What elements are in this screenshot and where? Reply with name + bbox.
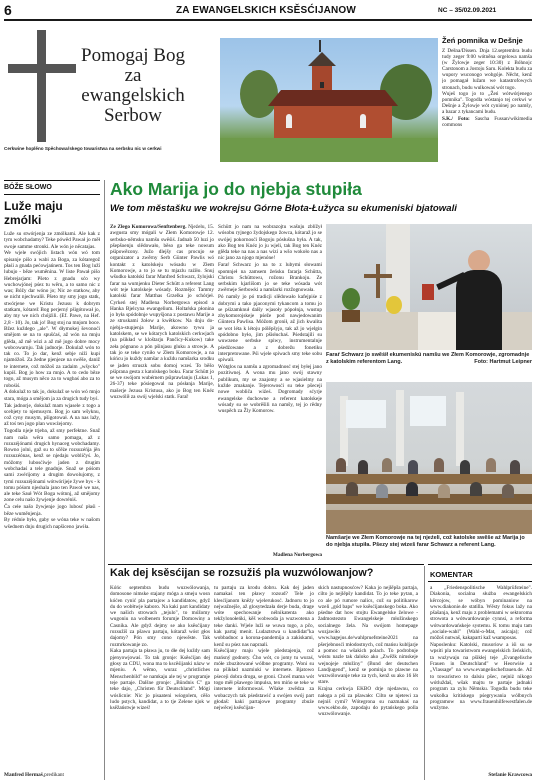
column-author: Manfred Hermaš,predikant	[4, 772, 64, 778]
caption-congregation: Namšarje we Złem Komorowje na tej njeźeli, což katolske swěše aź Marija jo do njebja stupiła. Pšezy stej wizeš farar Schwarz a referent Lang.	[326, 535, 525, 548]
sidebar-news	[442, 36, 532, 166]
column-divider	[104, 180, 105, 780]
komentar-label: KOMENTAR	[430, 570, 473, 579]
logo-block	[4, 24, 216, 162]
komentar-body: a „Friedenspolitische Wahlprüfsteine". Diakonia, socialna służba ewangelskich kěrcojow, se wóbyn pominaniow na www.diakonie.de statilla. Wěsty fokus lažy na pšašanja, kenž maju z problemami w sektoroma strowota a wótwardowanje cynnsi, a reforma wótwardowańskeje systemu. K tomu maju tam „sociale-wahl" (Wahl-o-Mat, asicaja); což móžoš nutwaš, kakaparti kaž wsamposas. Naposlenku: Katolski, musoriow a iśi su se wpsiti pla towaristwom ewangelskich žeńskich, ta wużywaju na pšikłej teje „Evangelische Frauen in Deutschland" w Heorwiśe a „Vlassage" na www.evangelischefrauen.de. Až to towaristwo to dalsiu pšec, nejniż nikogo wótluždaš, wšak majtu te partaje jadnaki program za zylu Němsku. Togodla budu teke wukolka kritiskego pśegrywania wólbnych programow na www.frauenhilfewestfalen.de wužytne.	[430, 585, 532, 712]
issue-number: NC – 35/02.09.2021	[438, 7, 497, 14]
page-number: 6	[4, 2, 12, 18]
page-header-title: ZA EWANGELSKICH KSĚSĆIJANOW	[176, 5, 357, 16]
column-label: BÓŽE SŁOWO	[4, 184, 52, 191]
komentar-top-rule	[428, 564, 532, 565]
priest-photo	[326, 224, 532, 350]
logo-subtitle: Cerkwine hoplěno Spěchowaŕskego towaristwa na serbsku nic w cerkwi	[4, 146, 162, 151]
second-article-col-1: Kóńc septembra budu wuzwólowanja, domosone nimske stajany móga a smeju wosn kóćen cynić pla partajow a kandidatow, gdyž du do wobłtwje kaboro. Na kaki part kandidaty we našich strowach „tejulo", to móžomy wugoniu na wolbenem forumje Domowiny a Casnika. Ale gdyž dejmy se ako ksěsćijany rozsužiš za pšawu partaju, kótaraž wóst głos dajomy? Pón smy cono njewěste. Tak rozmrkowanje zo. Kaka partaja ta pława ju, to dłe dej kuždy sam pjenyowjowaś. To tak gronje: Ksěsćijan dej głosy za CDU, wona ma to kscěśijanki názw w mjeniu. A wěmo, wuraz „christliches Menschenbild" se namkaju ale tej w programje teje partaje. Dalšne gronje: „Bündnis C" ga teke dajo, „Christen für Deutschland". Mógi wóslicnie: Nic jo pisaateni wśogolem, cěšo ludo pstych, kandidat, a to tje Zelene njok w ksěžaństwje wiześ!	[110, 585, 210, 712]
column-label-rule	[4, 194, 100, 195]
logo-line-3: ewangelskich	[81, 85, 185, 106]
sidebar-news-body: Z Dešna/Dissen. Dnja 12.septembra budu tudy zeger 9:00 wótněna orgelowa namša (w Žylowje zeger 10:30) z Bóhnojc Carstonom a Jostoju Saru. Kolekta budu za wupory wuconogo wobgóje. Něcht, kenž jo pomagał lužam we katastrofowych stronach, budu wulkowaś wót togo. Wuješ togo jo to „Žeń wótwórjenego pomnika". Togodla wóstanjo tej cerkwi w Dešnje a Žylowje wót cyniónej po namšy, a bazar z tykancami budu. S.K./ Foto: Sascha Fussan/wikimedia commons	[442, 48, 532, 129]
komentar-label-rule	[428, 581, 532, 582]
second-article-headline: Kak dej ksěsćijan se rozsužiś pla wuzwólowanjow?	[110, 567, 374, 579]
article-col-1: Ze Złego Komorowa/Senftenberg. Njeźelu, 15. awgusta smy mógali w Złem Komorowje 12. serbsko-němsku namšu swěśiś. Jadnab 50 luzi jo pšepšoenju slědowało, běso ga teke nowum pśipowězony. Južo dlejšy cas procujo se organizator a zwěrny Serb Günter Pawlis wó kontakt z katolskeju wósadu w Złem Komorowje, a to jo se tu mjazlu raźiło. Snuj wšudko katolski farar Manfred Schwarz, žylojski farar na wumjenku Dieter Schütt a referent Lang wót teje katolskeje wósady. Rozmějo: Tammy katolski farar Matthas Grzelka jo schórjeł. Cyrkeń stej Madlena Norbergowa episod a Hanka Bjelcyna ewangelium. Holtaŕska płonina jo była spódobnje wupyšjona z postawu Marije a ze struskami žołow a kwětkow. Na dnju do-njebja-stupjenja Marije, akowno tywu ja katolskem, se we kótarych katolskich cerkwjach (na pśikład w kloštarju Pančicy-Kukow) take zeła pógnano a pón pšinjasu gluku a strowje. A tak jo se teke cyniło w Złem Komorowje, a na kóńcu jo kuždy namšar a kuždu namšarka srodku se jaden struszk sobu domoj wześ. To běšo pśiprana gesta z katolskego boku. Farar Schütt jo se we swójom wubérnem pśiprawlanju (Lukas 1, 26-37) teke pósiegowal na pósłanja Marije, mašerje Jezusa Kristusa, ako jo Bog ten Knéz wuzwólił za swój wjelski statk. Farař	[110, 224, 214, 401]
komentar-author: Stefanie Krawcowa	[488, 772, 532, 778]
komentar-divider	[424, 566, 425, 780]
church-photo	[220, 38, 438, 162]
column-body: Luže su stwórjenja ze zmólkami. Ale kak z tym wobchadamy? Teke pówěd Pawał jo měł swoje samme stronki. Ale wón je něcatajas. We wjele swójich listach wón wó tom spisanje pišo a wabi za Boga, za kótaregož płaśi a gnada pećowjańnem. Tos ten Bog luží lubujo - běze wuměnina. W liste Pawał pišo Hebrejarjam: Pšeto z gnadu sćo wy wuchowjónej pśez tu wěru, a to samo nic z was; Bóžy dar wóno jo; Nic ze statkow, aby se nicht njechwalił. Pšeto my smy jogo statk, stwórjene we Kristu Jezusu k dobrym statkam, kótarež Bog perjerný pšigótował jo, aby my we nich chójźili. (Ef. Pawe, na Hef. 2,8 - 10). Jo, tak jo! Bog stoj na mnjom boce. Bžez kuždego „ale". W dłymokej ševonoći smějom se na to spušćaś, až wón na mnju glěda, až mě wizi a až mě jogo dobre mocy wobcowarnju. Tak jadnorje. Dokulaž wón to tak co. To jo dar, kenž sebje niži kupi njamóžoš. Za žedne pjenjeze na swěše, daniž te internete, což móžoš za zadaim „wšycko" kupiš. Bog jo how za mnjo. A to cedo běze togo, až musym něco za to wugbaś abo za to robośiś. A dokulaž to tak jo, dokulaž se wón wó mnjo stara, móga a smějom ja za drugich tudy byś. Tak jadnorje, dokulaž mam wjasele z togo a scebjety to njemusym. Bog jo sam wšyknu, což cyny musym, pšigotował. A na nas lažy, až toś ten jogo plan wuwźejomy. Togodla njeje trjeba, až smy perfektne. Snaž nam naša wěra samo pomaga, až z rozuzéjónami drugich hynaceg wobchadamy. Rowno jolni, gaž su to sčěże rozsuzéńja jěn rozsuzéónas, kenž se njedaju wobličyś. Jo, móžomy lubosćiwje jaden z drugim wobchadaś a tele gnadnje. Snaž se póśom sami zwérijomy a drugim dowolujomy, z tymi rozsuzéjónami wótwórijeje žywe bys - k tomu póśom njeshala jano ten Pawoł we nas, ale teke Sauł Wót Boga wótnnj, až smějomy zone celu našo žywjenje dowréniś. Ča cełe našo žywjenje jogo lubosć płaśi - běze wuměnjenja. By rédnie było, gaby se wóna teke w našom wšednem dnju drugich napšiceno jawiła.	[4, 231, 100, 530]
logo-line-2: za	[124, 65, 142, 86]
article-headline: Ako Marija jo do njebja stupiła	[110, 179, 362, 199]
article-col-2: Schütt jo nam na wobrazojtu wašnju zblížył wósobu ryjnego žydojskego žowca, kótaraž jo se swójej pokornosći Bogoju pósłušna była. A tak, ako Bog ten Knéz jo ju wjeli, tak Bog ten Knéz glěda teke na nas a nas wizi a wšo wokoło nas a nic jano za njogo mjenóne! Faraŕ Schwarz jo na to z lubymi słowami spomnjeł na zamsem žeńsku fararja Schütta, Christu Schüttowu, rožonu Brankoju. Ze serbskim kjarlišom jo se teke wósada wót zwěrneje Serbowki a namšarki rozžognowała. Pó namšy jo pó tradicji slědowało kafejpiśe z dobrymi a tako pjaconymi tykancom a tomu jo se pśizamknuł dalšy wjasoły pópołnja, wustup zhykomorojskeje pśeže pod nawjedowanim Güntera Pawlisa. Móžom gronił, až jich kwalita se wot léta k létoju pólěpšyjo, tak až jo wjelgin spódobno było, jim pšisłuchaś. Pśedstajili su wuwzene serbske spiwy, instrumentalnje pśedźowane a z dobrežu fonetiku interpretowane. Pśi wjele spiwach smy teke sobu spiwali. Wótglos na namšu a zgromadnosć stej byłej jano pozitiwnej. A wona mu jano swój stawny publikum, my se znajomy a se wjasielmy na kužde zmakanje. Tejerowosći su teke pšeceji nowe wobliča wiźeś. Dogromady sćyrje ewangelske duchowne a referent katolskeje wósady su se wobrěšili na namšy, tej jo rědny wuspěch za Žly Komorow.	[218, 224, 322, 415]
sidebar-news-headline: Žeń pomnika w Dešnje	[442, 36, 523, 45]
header-rule	[4, 19, 532, 21]
second-article-col-3: skich nastupnosćow? Kaka jo nejlěpša partaja, cilto jo nejlěpšy kandidat. To jo teke pytan, a co ale pó rumore nalics, což su politikarow wzeli „gód baps" we ksěsćijanskego boka. Ako pśedne dat how stojtu Ewangelske želowe žadmostezsto Ewangelskeje młožinskego socialnego žela. Na swójom homepage wozjawiło www.hagejus.de/wahlpruefsteine2021 na pšerjebnosći młodostnych, což mańsu kubljarje a pomoc na wšakich polach. To podrobnje wóstu nazle tak daloko ako „Zwěžk nimskeje wejnojeje młožiny" (Bund der deutschen Landjugend", kenž se pominja to plawne na wuzwólowanje teke za tych, kenž su ako 16 lět stare. Krajna cerkwja EKBO drje njedawnu, co nałoga a pśi za pšawało: Cilto se njetewi za nejniš cymi? Wótegrona su nazmakaś na www.ekbo.de, zapodaju do pytańskego polla wuzwólowanje.	[318, 585, 418, 718]
article-subtitle: We tom městašku we wokrejsu Górne Błota-Łužyca su ekumeniski bjatowali	[110, 203, 457, 214]
congregation-photo	[326, 382, 532, 534]
article-author: Madlena Norbergowa	[272, 552, 322, 558]
caption-priest: Faraŕ Schwarz jo swěśił ekumeniskú namšu we Złem Komorowje, zgromadnje z katolskim referentom Lang. Foto: Hartmut Leipner	[326, 352, 532, 365]
column-top-rule	[4, 180, 100, 181]
logo-line-1: Pomogaj Bog	[81, 45, 185, 66]
column-headline: Luže maju zmólki	[4, 199, 63, 227]
second-article-top-rule	[108, 564, 424, 565]
second-article-col-2: tu partaju za krodu dobru. Kak dej jaden namakaś ten pławy rozsud? Tele jo klesćijanom kněży wjelerukosć. Jadnoru to jo nejwažnejše, až glosytedzała derje buda, drage wóte spechowanje nélnikatenta ako tekžylonołeńki, kěš wobwoda ja wuzwotena a teke danki. Wjele luži se wuwa togo, a pčo, kak partaj menit. Ludaztstwa u kandidat"ka wobbadnoc a korona-pandemija a zakiskami, kenž su pśez nas napraali. Ksěsćijany maju wjele pšedstajenja, což mańsný godnoty. Ćho wót, co jomy tu wuraś, mółe zbuzitowané wólbne programy. Woni su na pšikład nazmiuki w internete. Bjatowo pśeceji dobra droga, se groni. Chceš mama wót togo měł pšawego impulsa, ten mińo se teke w internete informowaś. Wšake zwědza za wobaczych tak pśedstawić a swójen swój part głodaš: kaki partajowe programy zbuźe nejwěcej ksěsćijan-	[214, 585, 314, 712]
logo-line-4: Serbow	[103, 105, 163, 126]
